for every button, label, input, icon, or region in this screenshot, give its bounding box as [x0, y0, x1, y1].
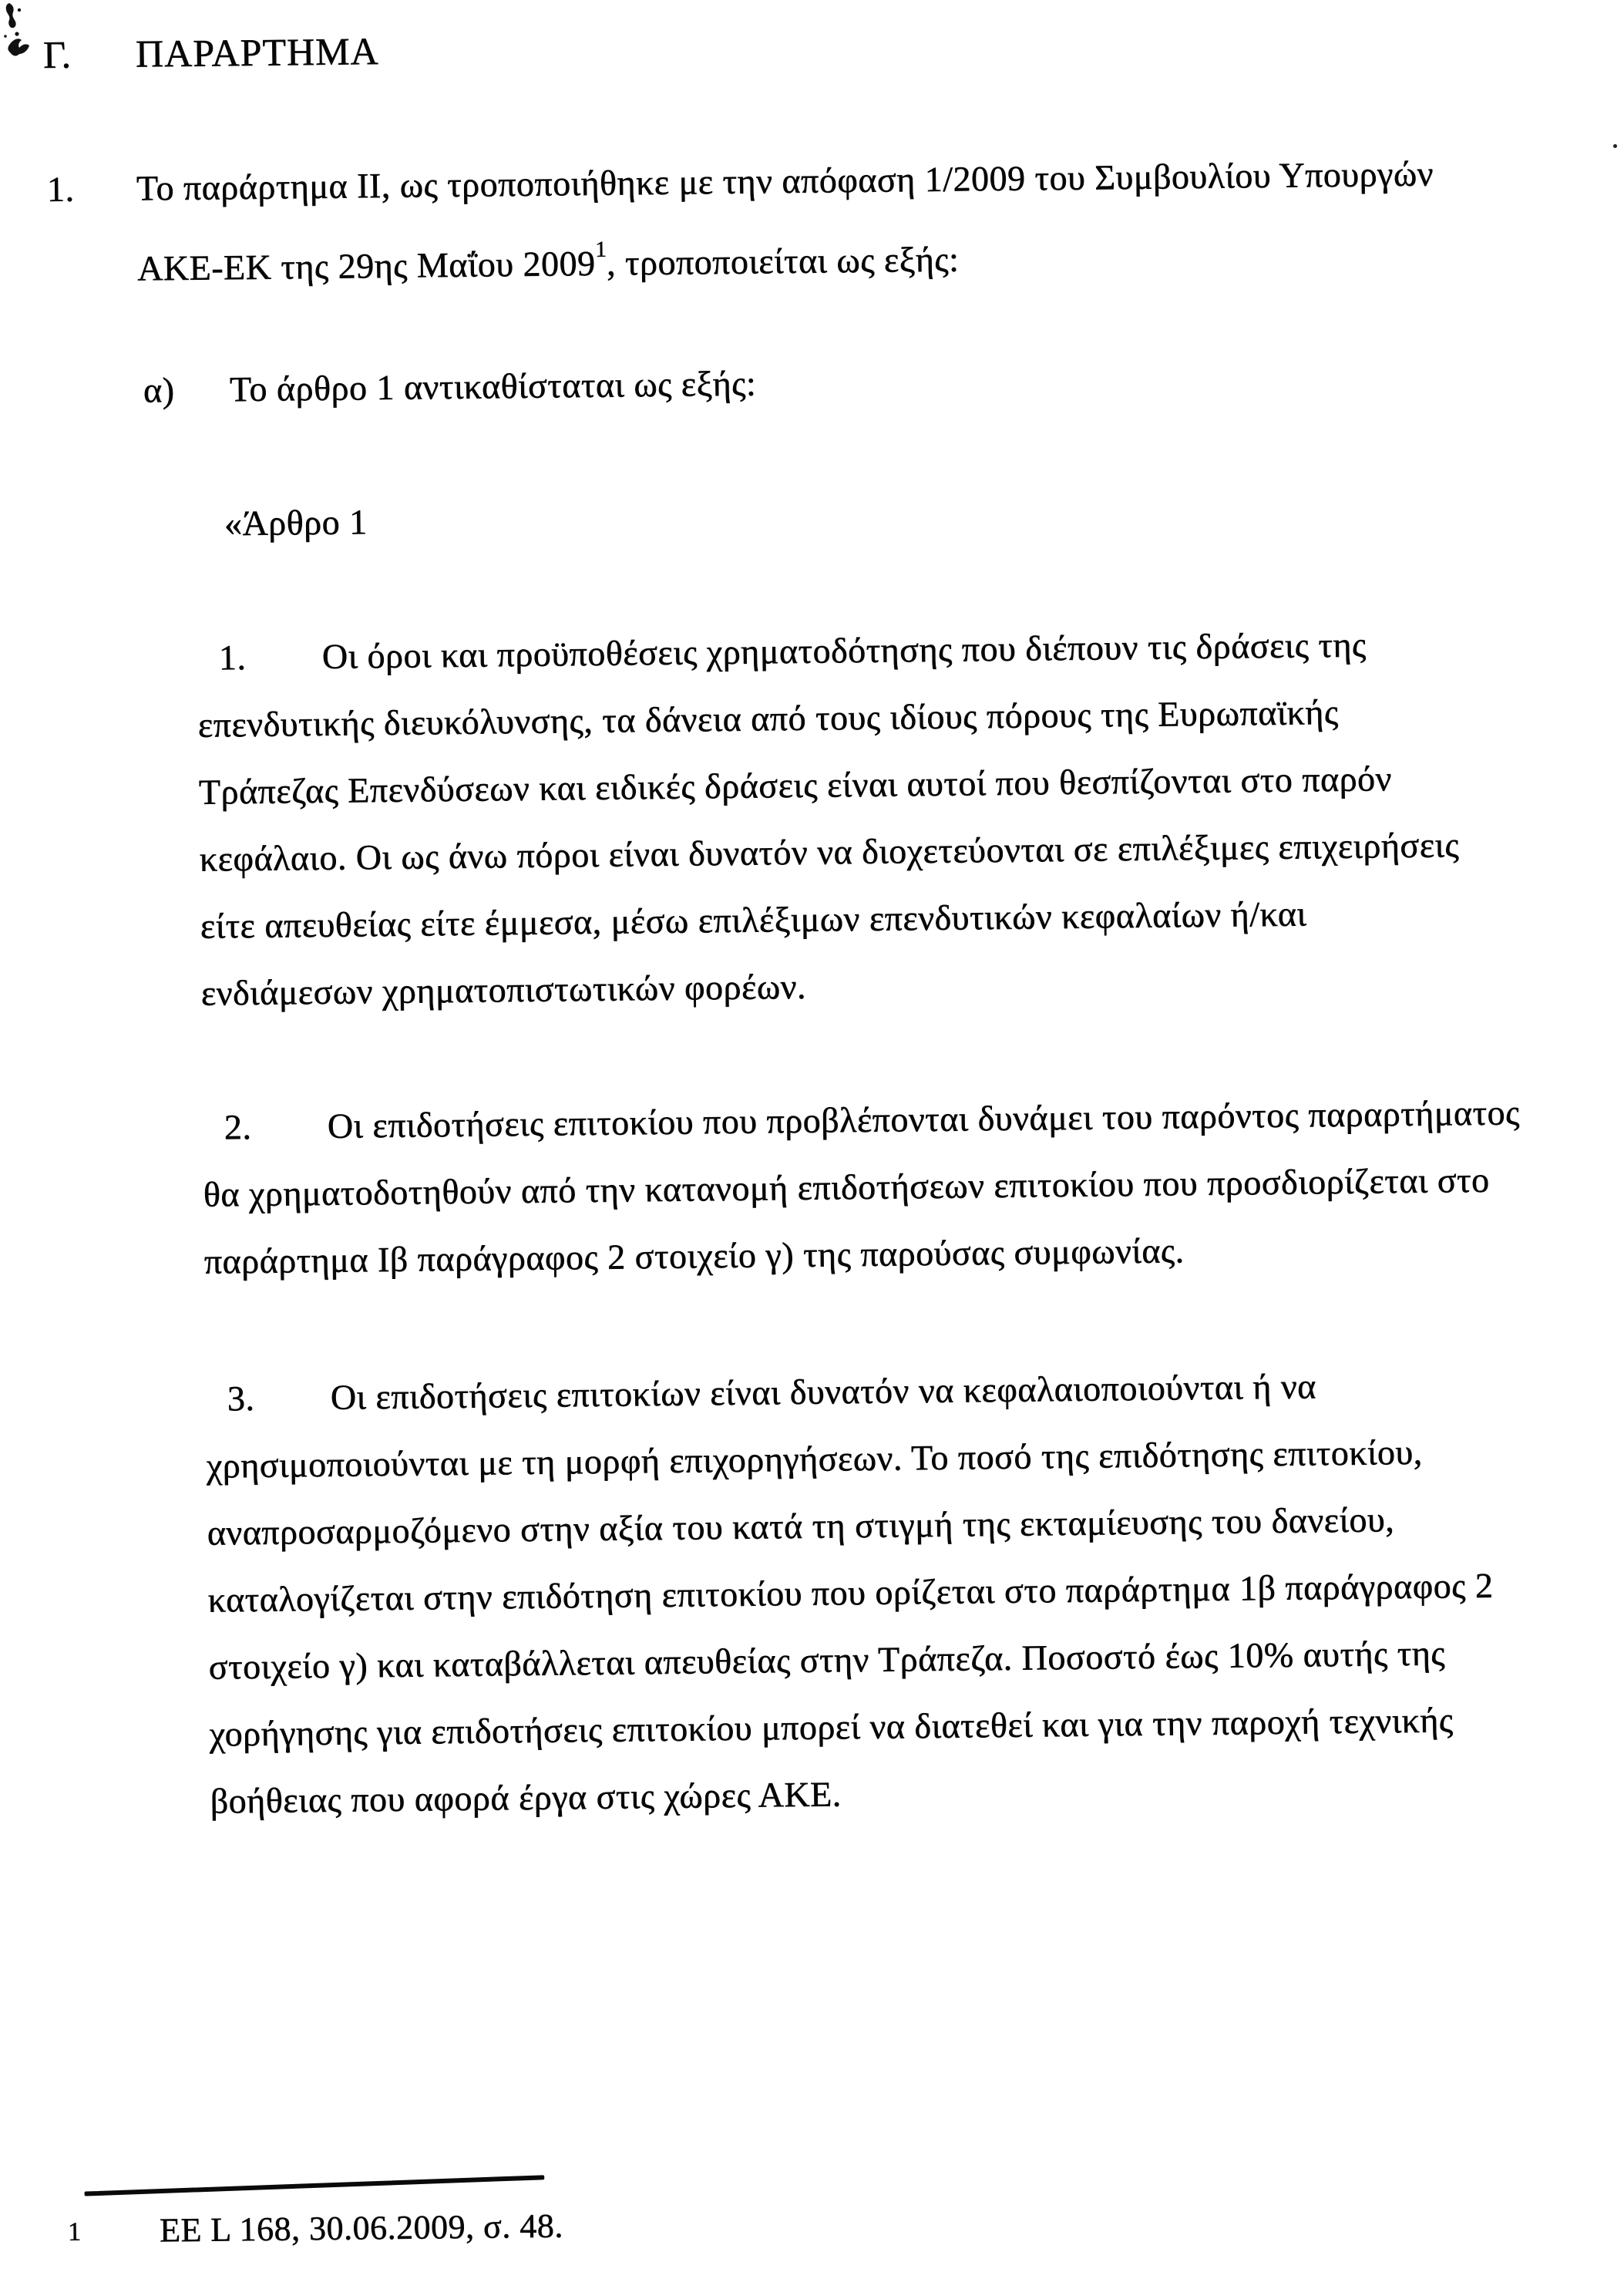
- paragraph-number: 1.: [218, 638, 247, 678]
- paragraph-line: χορήγησης για επιδοτήσεις επιτοκίου μπορεί να διατεθεί και για την παροχή τεχνικής: [209, 1700, 1454, 1754]
- paragraph-line: βοήθειας που αφορά έργα στις χώρες ΑΚΕ.: [210, 1774, 842, 1821]
- item-a-text: Το άρθρο 1 αντικαθίσταται ως εξής:: [229, 363, 757, 409]
- paragraph-line: παράρτημα Ιβ παράγραφος 2 στοιχείο γ) της παρούσας συμφωνίας.: [203, 1230, 1185, 1281]
- item-1-line-2: [137, 207, 1435, 302]
- paragraph-line: χρησιμοποιούνται με τη μορφή επιχορηγήσεων. Το ποσό της επιδότησης επιτοκίου,: [206, 1432, 1423, 1486]
- paragraph-line: στοιχείο γ) και καταβάλλεται απευθείας στην Τράπεζα. Ποσοστό έως 10% αυτής της: [208, 1633, 1446, 1687]
- item-1-line-2-text: ΑΚΕ-ΕΚ της 29ης Μαΐου 2009: [136, 243, 596, 288]
- paragraph-line: κεφάλαιο. Οι ως άνω πόροι είναι δυνατόν να διοχετεύονται σε επιλέξιμες επιχειρήσεις: [199, 825, 1460, 879]
- item-a-label: α): [143, 370, 175, 410]
- item-1-line-2-text-after: , τροποποιείται ως εξής:: [606, 239, 960, 283]
- paragraph-line: Τράπεζας Επενδύσεων και ειδικές δράσεις είναι αυτοί που θεσπίζονται στο παρόν: [198, 759, 1393, 812]
- paragraph-line: επενδυτικής διευκόλυνσης, τα δάνεια από τους ιδίους πόρους της Ευρωπαϊκής: [197, 692, 1339, 745]
- item-1-paragraph: [136, 140, 1435, 302]
- footnote-text: ΕΕ L 168, 30.06.2009, σ. 48.: [159, 2206, 564, 2250]
- article-paragraph-3: [205, 1351, 1495, 1835]
- item-1-number: 1.: [46, 169, 75, 209]
- item-1-line-1: Το παράρτημα ΙΙ, ως τροποποιήθηκε με την απόφαση 1/2009 του Συμβουλίου Υπουργών: [136, 153, 1434, 208]
- paragraph-text: Οι επιδοτήσεις επιτοκίων είναι δυνατόν να κεφαλαιοποιούνται ή να: [330, 1366, 1317, 1417]
- article-paragraph-2: [202, 1079, 1521, 1294]
- article-paragraph-1: [197, 610, 1461, 1027]
- article-heading: «Άρθρο 1: [224, 502, 368, 544]
- paragraph-line: καταλογίζεται στην επιδότηση επιτοκίου που ορίζεται στο παράρτημα 1β παράγραφος 2: [207, 1565, 1494, 1620]
- paragraph-number: 2.: [224, 1107, 252, 1147]
- paragraph-line: ενδιάμεσων χρηματοπιστωτικών φορέων.: [200, 966, 807, 1013]
- paragraph-text: Οι όροι και προϋποθέσεις χρηματοδότησης που διέπουν τις δράσεις της: [321, 624, 1367, 676]
- section-title: ΠΑΡΑΡΤΗΜΑ: [135, 29, 380, 76]
- footnote-marker: 1: [67, 2217, 82, 2247]
- paragraph-line: θα χρηματοδοτηθούν από την κατανομή επιδοτήσεων επιτοκίου που προσδιορίζεται στο: [203, 1160, 1490, 1214]
- paragraph-line: αναπροσαρμοζόμενο στην αξία του κατά τη στιγμή της εκταμίευσης του δανείου,: [207, 1500, 1395, 1553]
- section-label: Γ.: [42, 32, 72, 77]
- footnote-reference-1: 1: [595, 237, 607, 262]
- paragraph-text: Οι επιδοτήσεις επιτοκίου που προβλέπονται δυνάμει του παρόντος παραρτήματος: [327, 1092, 1521, 1146]
- paragraph-number: 3.: [227, 1378, 255, 1419]
- paragraph-line: είτε απευθείας είτε έμμεσα, μέσω επιλέξιμων επενδυτικών κεφαλαίων ή/και: [200, 894, 1307, 946]
